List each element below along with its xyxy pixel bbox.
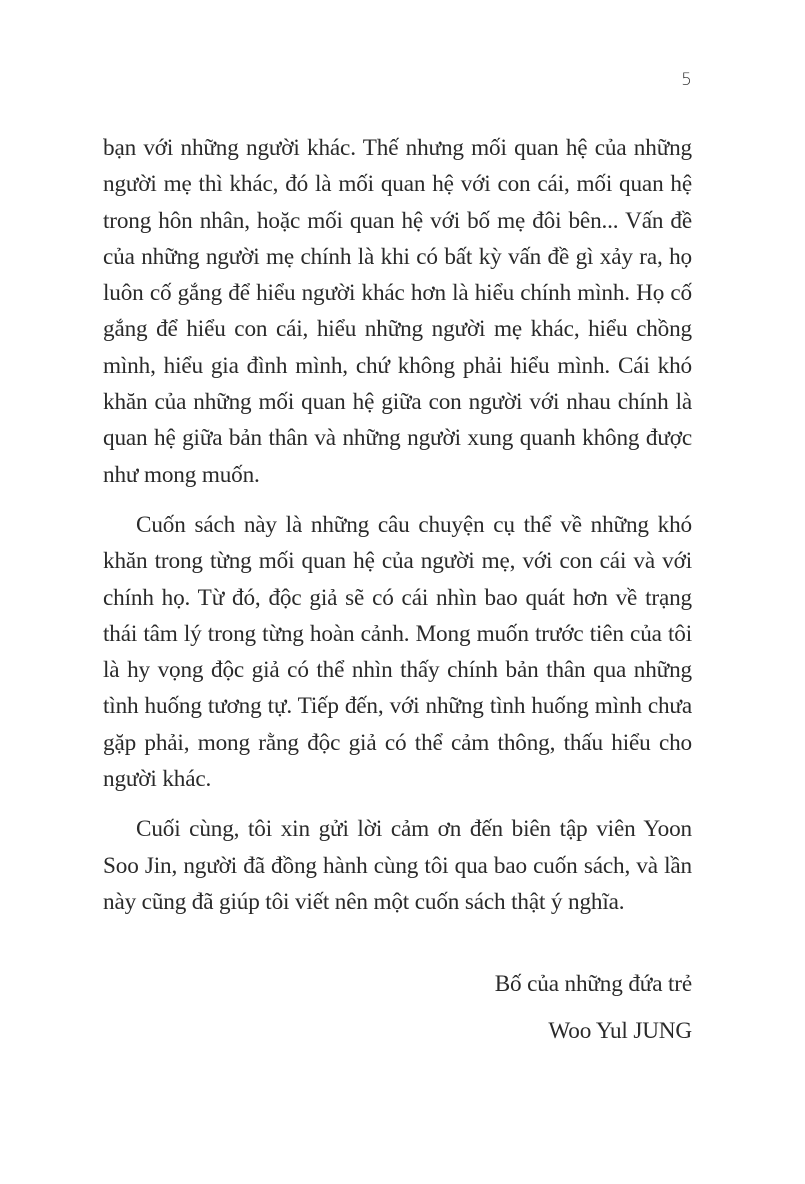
signature-title: Bố của những đứa trẻ xyxy=(494,971,692,997)
paragraph-acknowledgement: Cuối cùng, tôi xin gửi lời cảm ơn đến biên tập viên Yoon Soo Jin, người đã đồng hành cùng tôi qua bao cuốn sách, và lần này cũng đã giúp tôi viết nên một cuốn sách thật ý nghĩa. xyxy=(103,816,692,915)
body-text xyxy=(103,130,692,920)
signature-name: Woo Yul JUNG xyxy=(548,1018,692,1044)
paragraph-continued: bạn với những người khác. Thế nhưng mối quan hệ của những người mẹ thì khác, đó là mối quan hệ với con cái, mối quan hệ trong hôn nhân, hoặc mối quan hệ với bố mẹ đôi bên... Vấn đề của những người mẹ chính là khi có bất kỳ vấn đề gì xảy ra, họ luôn cố gắng để hiểu người khác hơn là hiểu chính mình. Họ cố gắng để hiểu con cái, hiểu những người mẹ khác, hiểu chồng mình, hiểu gia đình mình, chứ không phải hiểu mình. Cái khó khăn của những mối quan hệ giữa con người với nhau chính là quan hệ giữa bản thân và những người xung quanh không được như mong muốn. xyxy=(103,135,692,488)
paragraph-book-contents: Cuốn sách này là những câu chuyện cụ thể về những khó khăn trong từng mối quan hệ của người mẹ, với con cái và với chính họ. Từ đó, độc giả sẽ có cái nhìn bao quát hơn về trạng thái tâm lý trong từng hoàn cảnh. Mong muốn trước tiên của tôi là hy vọng độc giả có thể nhìn thấy chính bản thân qua những tình huống tương tự. Tiếp đến, với những tình huống mình chưa gặp phải, mong rằng độc giả có thể cảm thông, thấu hiểu cho người khác. xyxy=(103,511,692,793)
page-number: 5 xyxy=(681,70,692,90)
